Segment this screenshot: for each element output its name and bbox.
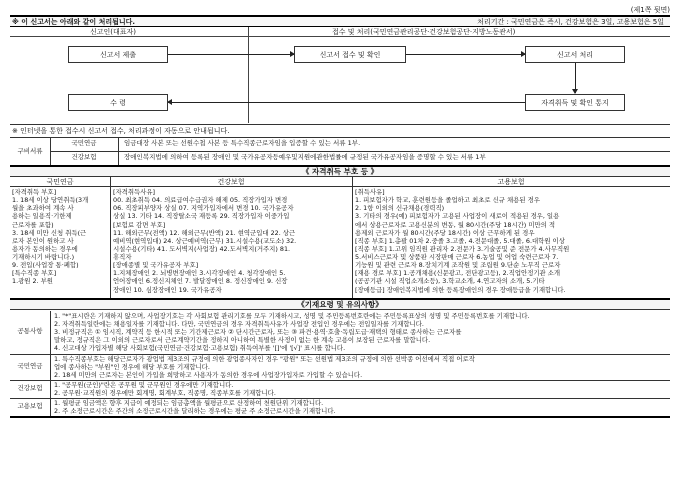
code-line: 2. 1항 이외의 신규채용(경력직) bbox=[355, 204, 445, 213]
code-line: 11. 해외근무(전액) 12. 해외근무(반액) 21. 현역군입대 22. 상근 bbox=[113, 228, 296, 237]
agency-header: 접수 및 처리(국민연금관리공단·건강보험공단·지방노동관서) bbox=[332, 28, 516, 36]
divider bbox=[50, 311, 51, 354]
code-line: [특수직종 부호] bbox=[12, 269, 57, 278]
code-line: 에서 상용근로자로 고용신분의 변동, 월 80시간(주당 18시간) 미만의 적 bbox=[355, 220, 556, 229]
code-line: 1. 18세 이상 당연취득(3개 bbox=[12, 196, 89, 205]
code-line: 06. 직장피부양자 상실 07. 지역가입자에서 변경 10. 국가유공자 bbox=[113, 204, 294, 213]
code-line: 월을 초과하여 계속 사 bbox=[12, 204, 74, 213]
code-line: [자격취득사유] bbox=[113, 188, 156, 196]
divider bbox=[10, 416, 670, 418]
code-line: [재용 경로 부호] 1.공개채용(신문광고, 전단광고등), 2.직업안정기관 소개 bbox=[355, 269, 561, 278]
code-line: 5.서비스근로자 및 상품판 시장판매 근로자 6.농업 및 어업 숙련근로자 7. bbox=[355, 253, 559, 261]
note-line: 4. 신고대상 가입자별 해당 사회보험(국민연금·건강보험·고용보험) 취득여부를 '[]'에 '[√]' 표시를 합니다. bbox=[54, 344, 346, 353]
flow-arrow-notice-to-receipt bbox=[168, 102, 525, 103]
col-header-health: 건강보험 bbox=[217, 178, 245, 186]
code-line: 9. 전입(사업장 통·폐합) bbox=[12, 261, 79, 270]
note-label: 공통사항 bbox=[17, 327, 43, 336]
code-line: 1.지체장애인 2. 뇌병변장애인 3.시각장애인 4. 청각장애인 5. bbox=[113, 269, 286, 278]
notes-title: 《기재요령 및 유의사항》 bbox=[10, 300, 670, 309]
code-line: 00. 최초취득 04. 의료급여수급권자 해제 05. 직장가입자 변경 bbox=[113, 196, 288, 205]
code-line: [자격취득 부호] bbox=[12, 188, 57, 196]
divider bbox=[10, 309, 670, 310]
code-line: 예비역(현역입대) 24. 상근예비역(근무) 31.시설수용(교도소) 32. bbox=[113, 236, 297, 245]
code-line: 언어장애인 6.정신지체인 7. 발달장애인 8. 정신장애인 9. 신장 bbox=[113, 277, 288, 286]
code-line: 로자 본인이 원하고 사 bbox=[12, 236, 74, 245]
flow-step-receipt: 수 령 bbox=[68, 94, 168, 111]
col-header-pension: 국민연금 bbox=[46, 178, 74, 186]
processing-deadline: 처리기간 : 국민연금은 즉시, 건강보험은 3일, 고용보험은 5일 bbox=[477, 18, 664, 26]
note-line: 말하고, 정규직은 그 이외의 근로자로서 근로계약기간을 정하지 아니하여 특별한 사정이 없는 한 계속 고용이 보장된 근로자를 말합니다. bbox=[54, 336, 431, 345]
code-line: 용제외 근로자가 월 80시간(주당 18시간) 이상 근무하게 된 경우 bbox=[355, 228, 535, 237]
code-line: 용하는 일용직·기한제 bbox=[12, 212, 72, 221]
col-header-employment: 고용보험 bbox=[497, 178, 525, 186]
docs-row-text: 임금대장 사본 또는 선원수첩 사본 등 특수직종근로자임을 입증할 수 있는 서류 1부. bbox=[124, 139, 361, 147]
note-body bbox=[54, 312, 668, 352]
code-line: 기재하시기 바랍니다.) bbox=[12, 253, 75, 261]
note-body bbox=[54, 355, 668, 379]
flow-arrow-receive-to-process bbox=[406, 54, 525, 55]
note-line: 2. 자격취득일란에는 채용일자를 기재합니다. 다만, 국민연금의 경우 자격취득사유가 사업장 전입인 경우에는 전입일자를 기재합니다. bbox=[54, 320, 424, 329]
divider bbox=[10, 176, 670, 177]
code-line: 상실 13. 기타 14. 직장탈소국 재등록 29. 직장가입자 이중가입 bbox=[113, 212, 290, 221]
note-label: 건강보험 bbox=[17, 383, 43, 392]
applicant-header: 신고인(대표자) bbox=[90, 28, 137, 36]
divider bbox=[10, 124, 670, 125]
code-line: 1.광원 2. 부원 bbox=[12, 277, 53, 286]
divider bbox=[352, 176, 353, 298]
flow-arrow-process-to-notice bbox=[575, 63, 576, 93]
divider bbox=[110, 176, 111, 298]
code-line: (공공기관 시설 직업소개소등), 3.학교소개, 4.연고자의 소개, 5.기타 bbox=[355, 277, 545, 286]
code-line: 용자가 동의하는 경우에 bbox=[12, 244, 78, 253]
code-line: 시설수용(기타) 41. 도서벽지(사업장) 42.도서벽지(거주지) 81. bbox=[113, 244, 291, 253]
notice-bar bbox=[10, 15, 670, 27]
docs-row-name: 국민연금 bbox=[71, 139, 97, 147]
note-line: 1. "공무원(군인)"란은 공무원 및 군무원인 경우에만 기재합니다. bbox=[54, 380, 234, 389]
code-line: 1. 피보험자가 학교, 훈련원등을 졸업하고 최초로 신규 채용된 경우 bbox=[355, 196, 540, 205]
flow-step-process: 신고서 처리 bbox=[525, 46, 625, 63]
code-line: 3. 18세 미만 신청 취득(근 bbox=[12, 228, 87, 237]
code-line: [직종 부호] 1.총괄 01차 2.중졸 3.고졸, 4.전문대졸, 5.대졸, 6.대학원 이상 bbox=[355, 236, 565, 245]
code-line: [취득사유] bbox=[355, 188, 385, 196]
note-line: 1. "*"표시란은 기재하지 않으며, 사업장기호는 각 사회보험 관리기호를 모두 기재하시고, 성명 및 주민등록번호란에는 주민등록표상의 성명 및 주민등록번호를 기재합니다. bbox=[54, 312, 530, 320]
code-line: 기능원 및 관련 근로자 8.장치기계 조작원 및 조립원 9.단순 노무직 근로자 bbox=[355, 261, 561, 270]
note-line: 2. 18세 미만의 근로자는 본인이 가입을 희망하고 사용자가 동의한 경우에 사업장가입자로 가입할 수 있습니다. bbox=[54, 370, 363, 379]
page-side-label: (제1쪽 뒷면) bbox=[630, 6, 670, 14]
code-line: 장애인 10. 심장장애인 19. 국가유공자 bbox=[113, 285, 222, 294]
flow-step-notice: 자격취득 및 확인 통지 bbox=[525, 94, 625, 111]
pension-codes bbox=[12, 188, 109, 286]
code-line: [장애종별 및 국가유공자 부호] bbox=[113, 261, 199, 270]
note-line: 업에 종사하는 "부원"인 경우에 해당 부호를 기재합니다. bbox=[54, 362, 210, 371]
docs-label: 구비서류 bbox=[17, 147, 43, 155]
divider bbox=[50, 398, 51, 416]
note-line: 2. 공무원·교직원의 경우에만 회계명, 회계부호, 직종명, 직종부호를 기재합니다. bbox=[54, 388, 276, 397]
code-line: 휴직자 bbox=[113, 253, 132, 261]
flow-step-submit: 신고서 제출 bbox=[68, 46, 168, 63]
divider bbox=[50, 151, 670, 152]
docs-row-text: 장애인복지법에 의하여 등록된 장애인 및 국가유공자등예우및지원에관한법률에 규정된 국가유공자임을 증명할 수 있는 서류 1부 bbox=[124, 153, 486, 161]
docs-row-name: 건강보험 bbox=[71, 153, 97, 161]
code-line: 3. 기타의 경우(예) 피보험자가 고용된 사업장이 새로이 적용된 경우, 일용 bbox=[355, 212, 560, 221]
note-label: 고용보험 bbox=[17, 402, 43, 411]
notice-title: ※ 이 신고서는 아래와 같이 처리됩니다. bbox=[12, 18, 136, 26]
note-line: 2. 주 소정근로시간은 주간의 소정근로시간을 달리하는 경우에는 평균 주 소정근로시간을 기재합니다. bbox=[54, 407, 336, 416]
note-body bbox=[54, 381, 668, 397]
code-line: [장애등급] 장애인복지법에 의한 등록장애인의 경우 장애등급을 기재합니다. bbox=[355, 285, 566, 294]
flow-step-receive: 신고서 접수 및 확인 bbox=[294, 46, 406, 63]
codes-title: 《 자격취득 부호 등 》 bbox=[10, 167, 670, 176]
divider bbox=[50, 380, 51, 398]
flow-header bbox=[10, 27, 670, 37]
health-codes bbox=[113, 188, 351, 294]
code-line: [보험료 감면 부호] bbox=[113, 220, 166, 229]
note-body bbox=[54, 399, 668, 415]
note-label: 국민연금 bbox=[17, 361, 43, 370]
note-line: 3. 비정규직은 ① 임시직, 계약직 등 한시적 또는 기간제근로자 ② 단시간근로자, 또는 ③ 파견·용역·호출·독립도급·재택의 형태로 종사하는 근로자를 bbox=[54, 328, 462, 337]
employment-codes bbox=[355, 188, 669, 294]
flow-divider bbox=[248, 27, 249, 123]
online-note: ※ 인터넷을 통한 접수시 신고서 접수, 처리과정이 자동으로 안내됩니다. bbox=[12, 127, 230, 135]
divider bbox=[10, 137, 670, 138]
code-line: [직종 부호] 1.고위 임직원 관리자 2.전문가 3.기술공및 준 전문가 4.사무직원 bbox=[355, 244, 570, 253]
flow-arrow-submit-to-receive bbox=[168, 54, 294, 55]
divider bbox=[10, 186, 670, 187]
note-line: 1. 월평균 임금액은 향후 지급이 예정되는 임금총액을 월평균으로 산정하여 천원단위 기재합니다. bbox=[54, 399, 324, 407]
divider bbox=[50, 354, 51, 380]
code-line: 근로자를 포함) bbox=[12, 220, 54, 229]
note-line: 1. 특수직종부호는 해당근로자가 광업법 제3조의 규정에 의한 광업종사자인 경우 "광원" 또는 선원법 제3조의 규정에 의한 선박종 어선에서 직접 어로작 bbox=[54, 354, 475, 363]
